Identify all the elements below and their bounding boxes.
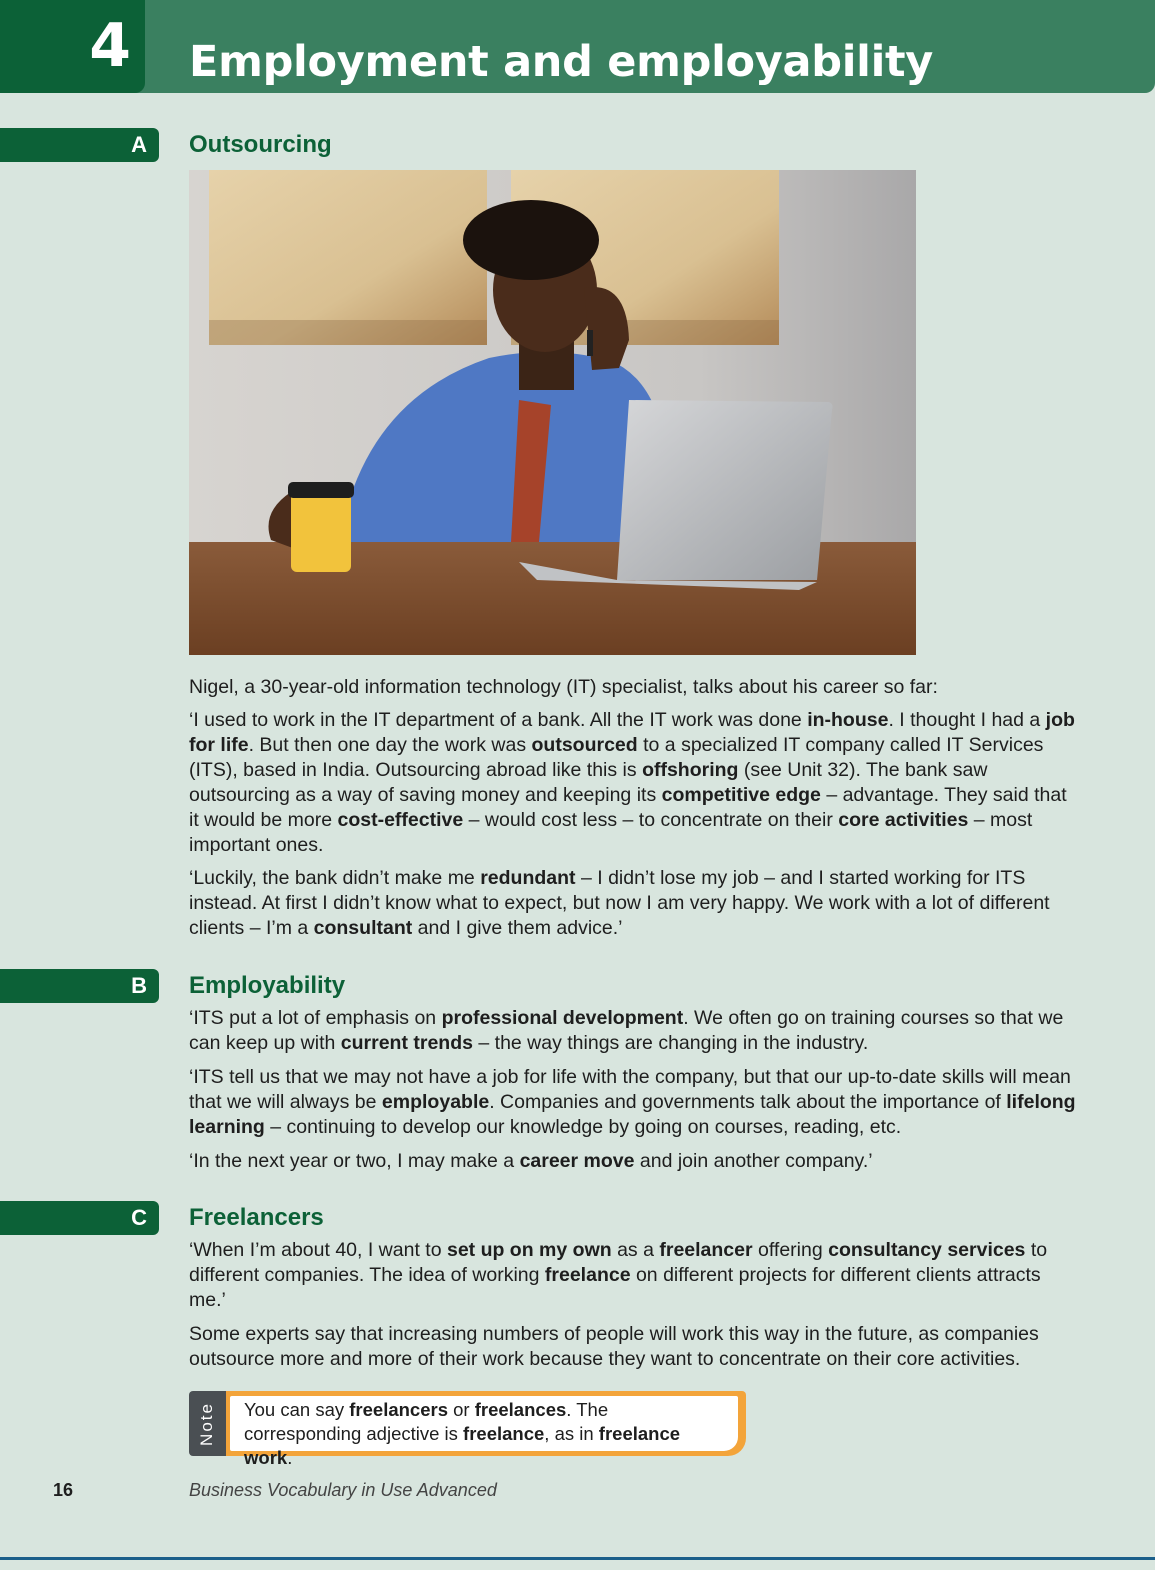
term-in-house: in-house <box>807 709 889 731</box>
term-consultancy-services: consultancy services <box>828 1239 1026 1261</box>
section-tab-b: B <box>0 969 159 1003</box>
paragraph-a1: ‘I used to work in the IT department of a bank. All the IT work was done in-house. I thought I had a job for life. But then one day the work was outsourced to a specialized IT company called IT Services (ITS), based in India. Outsourcing abroad like this is offshoring (see Unit 32). The bank saw outsourcing as a way of saving money and keeping its competitive edge – advantage. They said that it would be more cost-effective – would cost less – to concentrate on their core activities – most important ones. <box>189 709 1075 856</box>
term-professional-development: professional development <box>441 1007 684 1029</box>
note-label: Note <box>197 1402 216 1446</box>
book-title: Business Vocabulary in Use Advanced <box>189 1480 497 1500</box>
note-box <box>189 1391 746 1468</box>
section-tab-c: C <box>0 1201 159 1235</box>
term-cost-effective: cost-effective <box>337 809 464 831</box>
term-competitive-edge: competitive edge <box>661 784 821 806</box>
intro-paragraph: Nigel, a 30-year-old information technology (IT) specialist, talks about his career so far: <box>189 676 938 698</box>
section-title-freelancers: Freelancers <box>189 1204 324 1231</box>
term-offshoring: offshoring <box>642 759 739 781</box>
paragraph-c2: Some experts say that increasing numbers of people will work this way in the future, as companies outsource more and more of their work because they want to concentrate on their core activities. <box>189 1323 1039 1370</box>
term-core-activities: core activities <box>838 809 969 831</box>
paragraph-b1: ‘ITS put a lot of emphasis on professional development. We often go on training courses so that we can keep up with current trends – the way things are changing in the industry. <box>189 1007 1064 1054</box>
paragraph-b2: ‘ITS tell us that we may not have a job for life with the company, but that our up-to-date skills will mean that we will always be employable. Companies and governments talk about the importance of lifelong learning – continuing to develop our knowledge by going on courses, reading, etc. <box>189 1066 1076 1138</box>
note-frame <box>226 1391 746 1468</box>
term-job-for-life: job for life <box>189 709 1075 756</box>
unit-number: 4 <box>89 11 131 81</box>
paragraph-c1: ‘When I’m about 40, I want to set up on my own as a freelancer offering consultancy services to different companies. The idea of working freelance on different projects for different clients attracts me.’ <box>189 1239 1048 1311</box>
section-title-employability: Employability <box>189 972 346 999</box>
term-set-up-on-my-own: set up on my own <box>446 1239 612 1261</box>
term-employable: employable <box>381 1091 490 1113</box>
photo-man-on-phone <box>189 170 916 655</box>
bottom-rule <box>0 1557 1155 1560</box>
term-consultant: consultant <box>313 917 413 939</box>
term-career-move: career move <box>519 1150 635 1172</box>
term-freelance: freelance <box>544 1264 631 1286</box>
term-outsourced: outsourced <box>531 734 638 756</box>
section-title-outsourcing: Outsourcing <box>189 131 332 158</box>
term-lifelong-learning: lifelong learning <box>189 1091 1076 1138</box>
unit-number-box <box>0 0 145 93</box>
term-redundant: redundant <box>480 867 576 889</box>
page-number: 16 <box>53 1480 74 1500</box>
section-tab-a: A <box>0 128 159 162</box>
note-side-strip <box>189 1391 226 1456</box>
unit-title: Employment and employability <box>189 37 934 87</box>
paragraph-b3: ‘In the next year or two, I may make a career move and join another company.’ <box>189 1150 873 1172</box>
paragraph-a2: ‘Luckily, the bank didn’t make me redundant – I didn’t lose my job – and I started working for ITS instead. At first I didn’t know what to expect, but now I am very happy. We work with a lot of different clients – I’m a consultant and I give them advice.’ <box>189 867 1050 939</box>
term-freelancer: freelancer <box>659 1239 753 1261</box>
note-text: You can say freelancers or freelances. The corresponding adjective is freelance, as in freelance work. <box>230 1396 738 1451</box>
term-current-trends: current trends <box>340 1032 473 1054</box>
